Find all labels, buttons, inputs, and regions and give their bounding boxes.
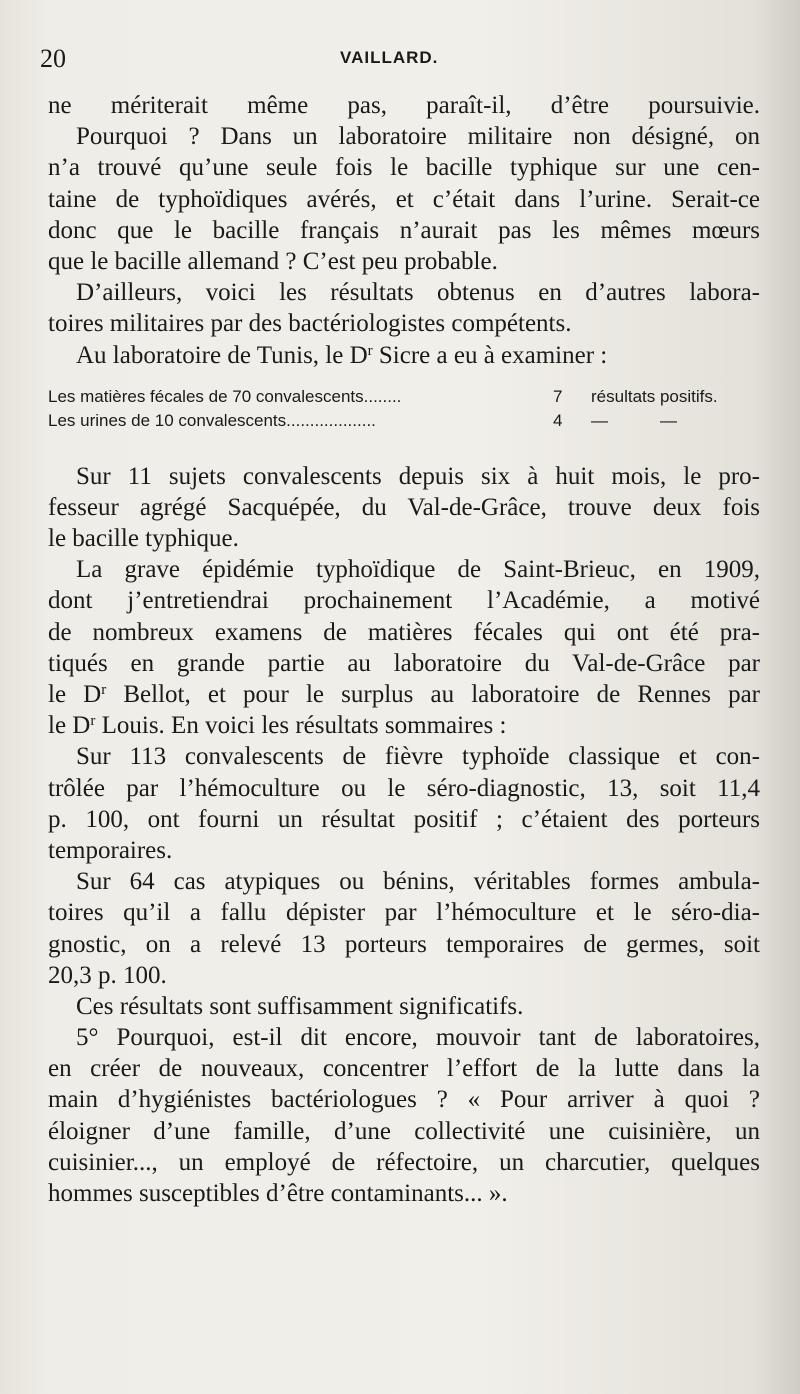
table-cell-result: résultats positifs. (591, 386, 718, 406)
text-line: D’ailleurs, voici les résultats obtenus en d’autres labora- (76, 279, 760, 307)
text-line: dont j’entretiendrai prochainement l’Académie, a motivé (48, 587, 760, 615)
page-number: 20 (40, 44, 66, 73)
text-line: cuisinier..., un employé de réfectoire, un charcutier, quelques (48, 1148, 760, 1176)
text-line: gnostic, on a relevé 13 porteurs temporaires de germes, soit (48, 930, 760, 958)
body-text (48, 90, 760, 1209)
text-line-louis: le $D^r$ Louis. En voici les résultats sommaires : (48, 712, 507, 740)
results-table (48, 385, 760, 433)
text-line: toires militaires par des bactériologistes compétents. (48, 310, 572, 338)
text-line: ne mériterait même pas, paraît-il, d’être poursuivie. (48, 92, 760, 119)
text-line: en créer de nouveaux, concentrer l’effort de la lutte dans la (48, 1055, 760, 1083)
text-line: tiqués en grande partie au laboratoire du Val-de-Grâce par (48, 649, 760, 677)
text-line: fesseur agrégé Sacquépée, du Val-de-Grâce, trouve deux fois (48, 493, 760, 521)
table-cell-result: — — (591, 410, 677, 430)
text-line: Sur 113 convalescents de fièvre typhoïde classique et con- (76, 743, 760, 771)
running-head: VAILLARD. (340, 48, 439, 67)
text-line: Ces résultats sont suffisamment significatifs. (76, 992, 524, 1020)
text-line: Sur 64 cas atypiques ou bénins, véritables formes ambula- (76, 868, 760, 896)
table-row (48, 385, 760, 409)
text-line: Pourquoi ? Dans un laboratoire militaire non désigné, on (76, 123, 760, 151)
page-header (40, 44, 760, 74)
text-line: n’a trouvé qu’une seule fois le bacille typhique sur une cen- (48, 154, 760, 182)
text-line: main d’hygiénistes bactériologues ? « Pour arriver à quoi ? (48, 1086, 760, 1114)
text-line: de nombreux examens de matières fécales qui ont été pra- (48, 618, 760, 646)
text-line-bellot: le $D^r$ Bellot, et pour le surplus au laboratoire de Rennes par (48, 681, 760, 708)
table-cell-label: Les urines de 10 convalescents................... (48, 410, 376, 430)
text-line: p. 100, ont fourni un résultat positif ; c’étaient des porteurs (48, 805, 760, 833)
table-cell-count: 7 (553, 386, 563, 406)
text-line: le bacille typhique. (48, 525, 239, 553)
table-cell-label: Les matières fécales de 70 convalescents........ (48, 386, 402, 406)
text-line: taine de typhoïdiques avérés, et c’était dans l’urine. Serait-ce (48, 185, 760, 213)
table-cell-count: 4 (553, 410, 563, 430)
text-line-tunis: Au laboratoire de Tunis, le $D^r$ Sicre a eu à examiner : (76, 341, 608, 369)
text-line: La grave épidémie typhoïdique de Saint-Brieuc, en 1909, (76, 556, 760, 584)
text-line: temporaires. (48, 836, 173, 864)
text-line: 20,3 p. 100. (48, 961, 167, 989)
text-line: hommes susceptibles d’être contaminants... ». (48, 1180, 508, 1207)
text-line: toires qu’il a fallu dépister par l’hémoculture et le séro-dia- (48, 899, 760, 927)
text-line: éloigner d’une famille, d’une collectivité une cuisinière, un (48, 1117, 760, 1145)
text-line: Sur 11 sujets convalescents depuis six à huit mois, le pro- (76, 462, 760, 490)
text-line: donc que le bacille français n’aurait pas les mêmes mœurs (48, 216, 760, 244)
text-line: trôlée par l’hémoculture ou le séro-diagnostic, 13, soit 11,4 (48, 774, 760, 802)
text-line: 5° Pourquoi, est-il dit encore, mouvoir tant de laboratoires, (76, 1024, 760, 1052)
table-row (48, 409, 760, 433)
text-line: que le bacille allemand ? C’est peu probable. (48, 247, 498, 275)
